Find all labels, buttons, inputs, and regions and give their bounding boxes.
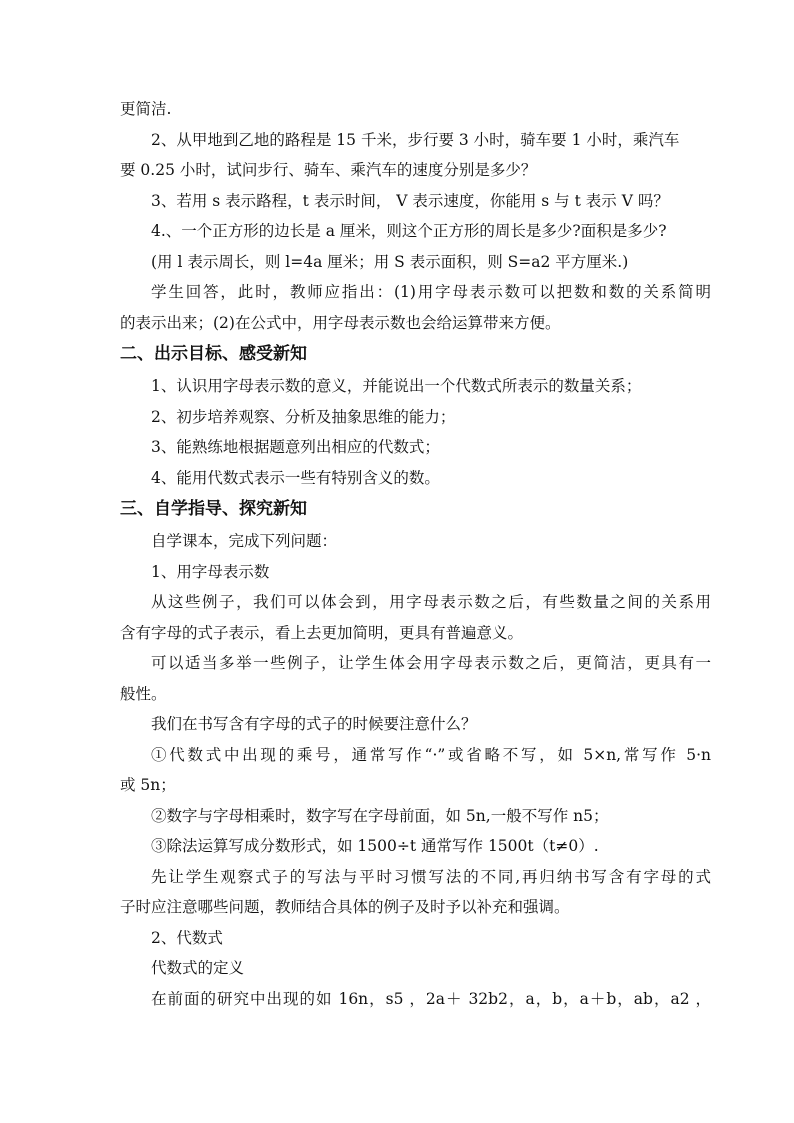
text-line: 2、代数式 — [151, 928, 223, 947]
text-line: 先让学生观察式子的写法与平时习惯写法的不同,再归纳书写含有字母的式 — [151, 867, 711, 886]
text-line: 子时应注意哪些问题，教师结合具体的例子及时予以补充和强调。 — [120, 898, 570, 916]
text-line: 3、若用 s 表示路程，t 表示时间， V 表示速度，你能用 s 与 t 表示 V 吗？ — [151, 191, 669, 210]
text-line: 代数式的定义 — [151, 959, 245, 977]
text-line: 4.、一个正方形的边长是 a 厘米，则这个正方形的周长是多少?面积是多少? — [151, 222, 667, 240]
text-line: 可以适当多举一些例子，让学生体会用字母表示数之后，更简洁，更具有一 — [151, 654, 711, 672]
text-line: ③除法运算写成分数形式，如 1500÷t 通常写作 1500t（t≠0）. — [151, 837, 599, 855]
text-line: 或 5n； — [120, 776, 176, 794]
section-heading: 二、出示目标、感受新知 — [120, 344, 307, 364]
text-line: 1、用字母表示数 — [151, 562, 270, 581]
text-line: 我们在书写含有字母的式子的时候要注意什么？ — [151, 715, 477, 733]
text-line: ②数字与字母相乘时，数字写在字母前面，如 5n,一般不写作 n5； — [151, 806, 609, 825]
document-page — [120, 94, 711, 1014]
text-line: 2、从甲地到乙地的路程是 15 千米，步行要 3 小时，骑车要 1 小时，乘汽车 — [151, 130, 680, 149]
text-line: 在前面的研究中出现的如 16n，s5 ，2a＋ 32b2，a，b，a＋b，ab，a2 ， — [151, 989, 711, 1008]
text-line: 4、能用代数式表示一些有特别含义的数。 — [151, 468, 440, 487]
section-heading: 三、自学指导、探究新知 — [120, 499, 307, 519]
text-line: 学生回答，此时，教师应指出：(1)用字母表示数可以把数和数的关系简明 — [151, 283, 711, 301]
text-line: 从这些例子，我们可以体会到，用字母表示数之后，有些数量之间的关系用 — [151, 593, 711, 611]
text-line: 般性。 — [120, 684, 167, 703]
text-line: 的表示出来；(2)在公式中，用字母表示数也会给运算带来方便。 — [120, 313, 561, 332]
text-line: (用 l 表示周长，则 l=4a 厘米；用 S 表示面积，则 S=a2 平方厘米.) — [151, 252, 629, 271]
text-line: 要 0.25 小时，试问步行、骑车、乘汽车的速度分别是多少？ — [120, 161, 537, 179]
text-line: 3、能熟练地根据题意列出相应的代数式； — [151, 438, 440, 456]
text-line: ①代数式中出现的乘号，通常写作“·”或省略不写，如 5×n,常写作 5·n — [151, 745, 711, 764]
text-line: 2、初步培养观察、分析及抽象思维的能力； — [151, 407, 456, 426]
text-line: 更简洁. — [120, 100, 172, 118]
text-line: 自学课本，完成下列问题： — [151, 532, 338, 550]
text-line: 含有字母的式子表示，看上去更加简明，更具有普遍意义。 — [120, 623, 524, 642]
text-line: 1、认识用字母表示数的意义，并能说出一个代数式所表示的数量关系； — [151, 377, 642, 395]
